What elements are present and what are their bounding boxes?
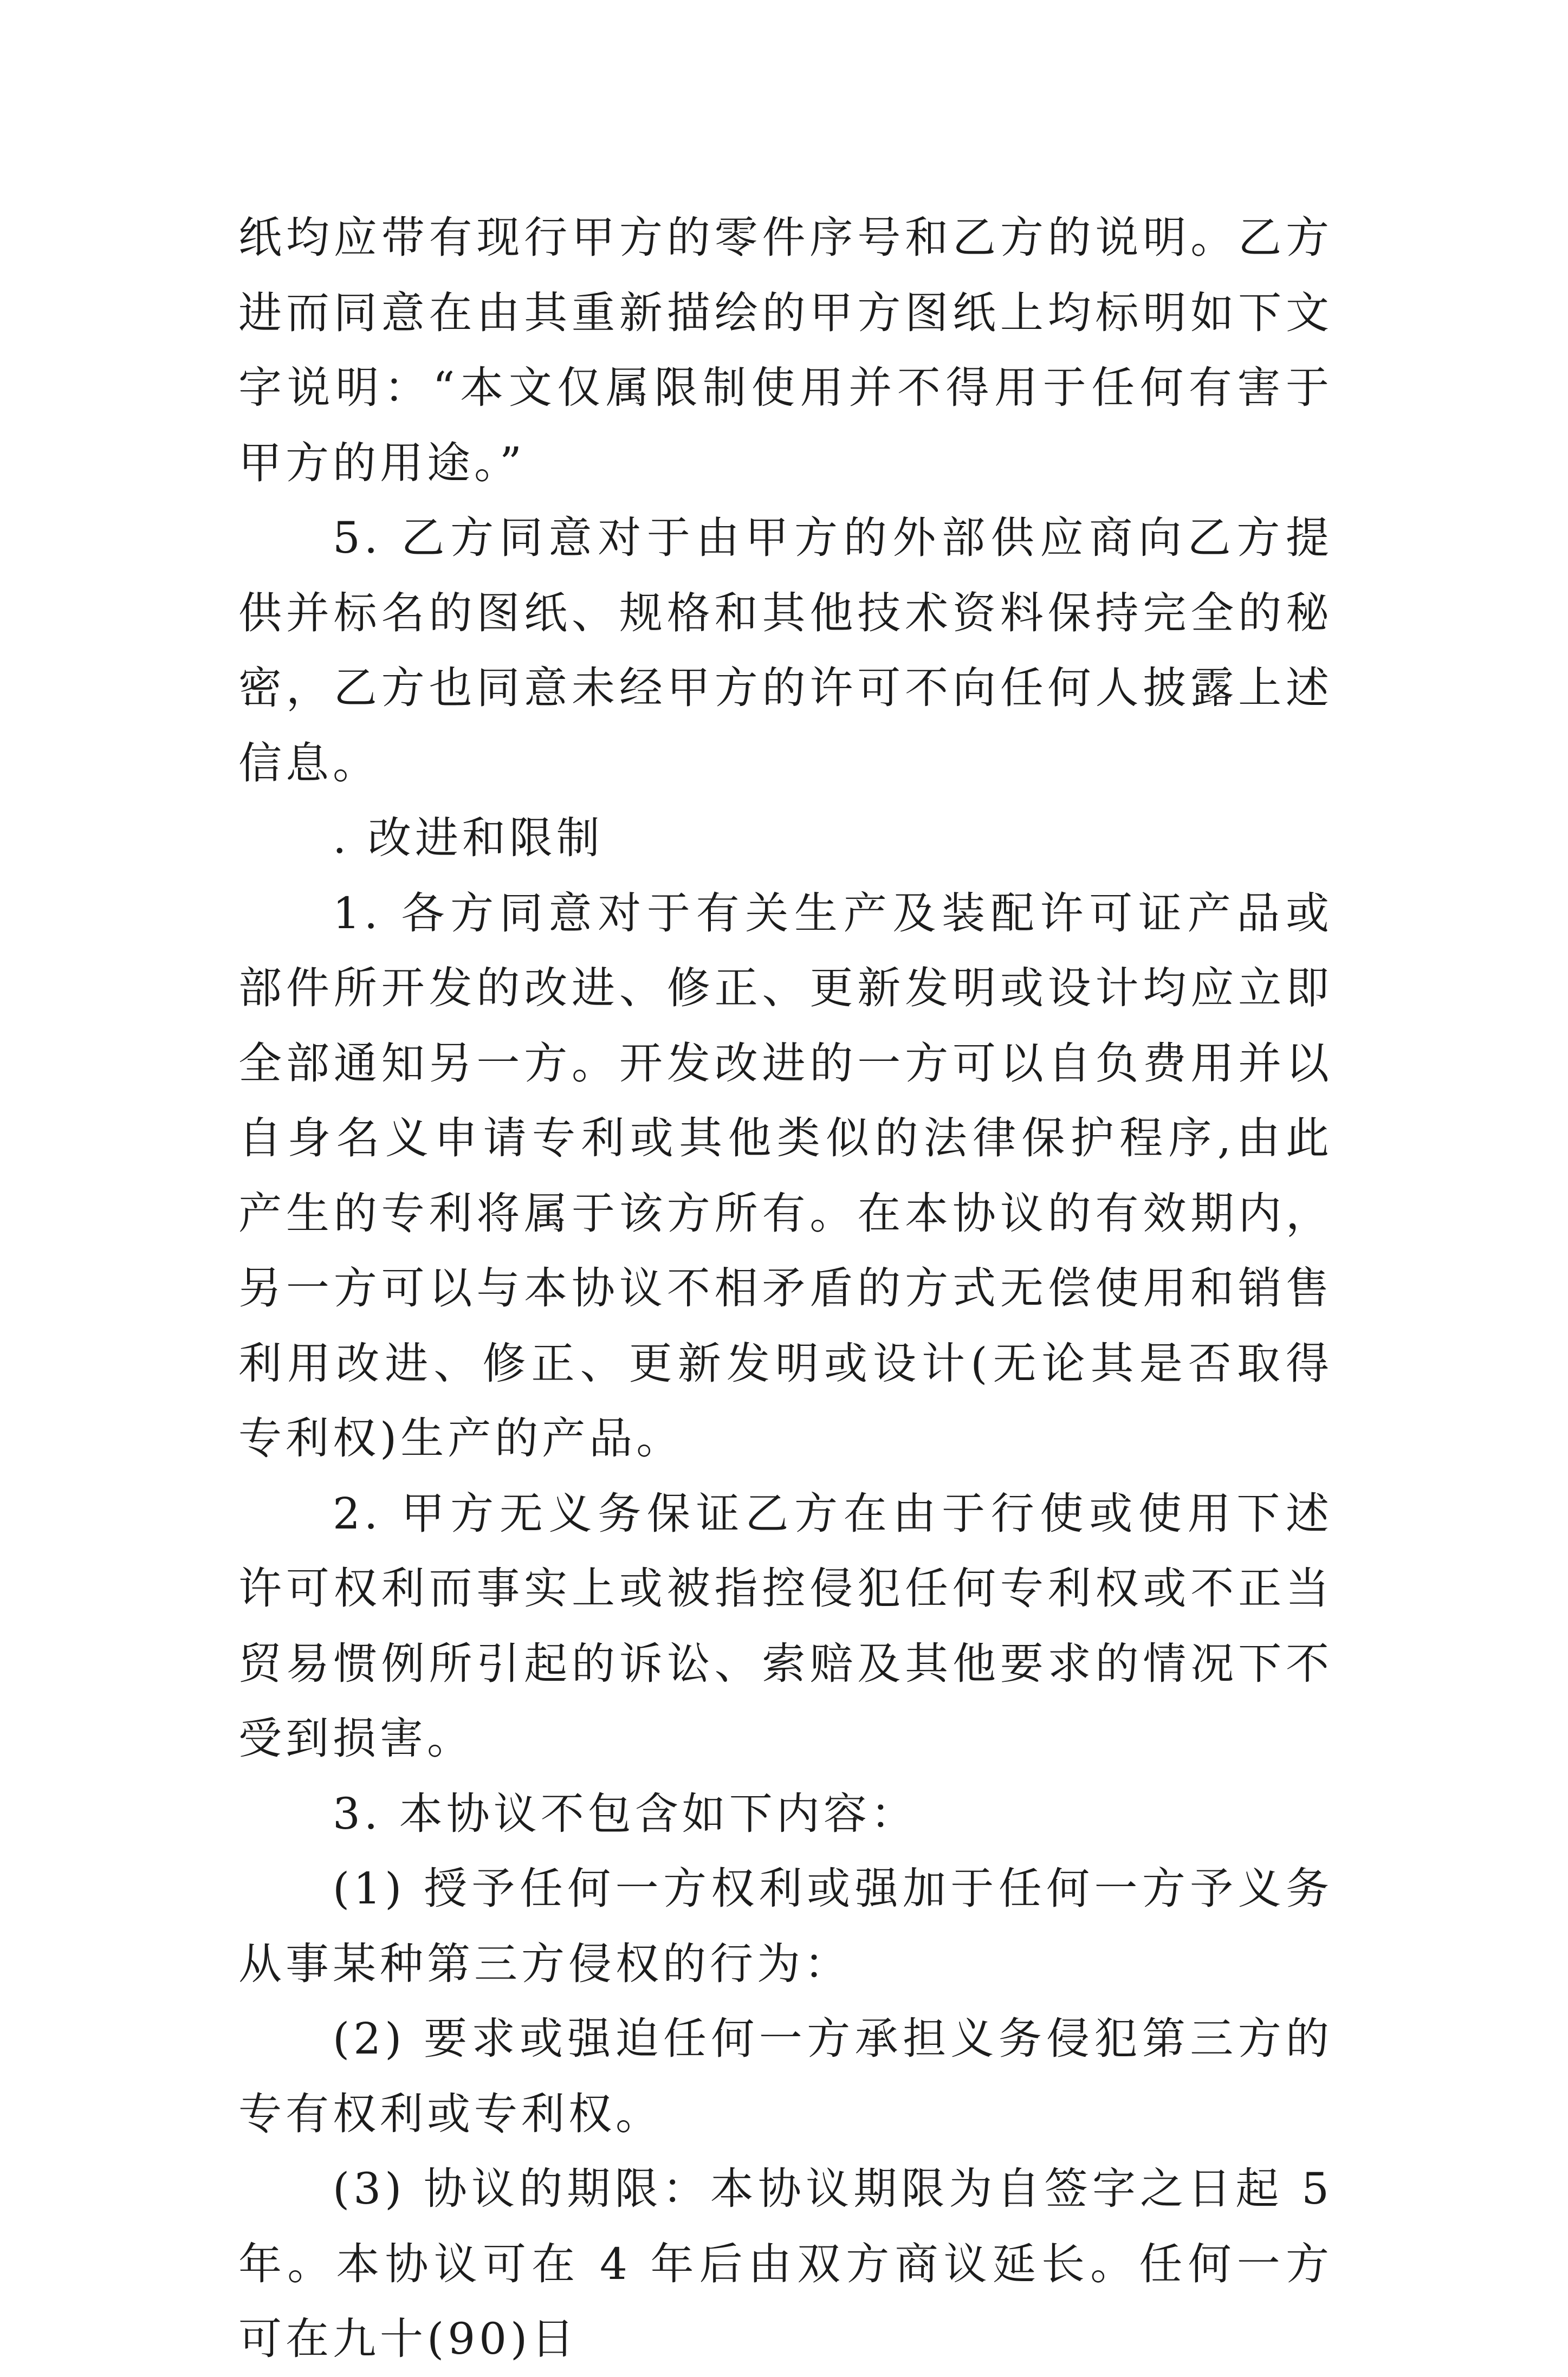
paragraph-continuation: 纸均应带有现行甲方的零件序号和乙方的说明。乙方进而同意在由其重新描绘的甲方图纸上均标明如下文字说明：“本文仅属限制使用并不得用于任何有害于甲方的用途。” — [238, 212, 1333, 488]
paragraph-clause-1: 1. 各方同意对于有关生产及装配许可证产品或部件所开发的改进、修正、更新发明或设计均应立即全部通知另一方。开发改进的一方可以自负费用并以自身名义申请专利或其他类似的法律保护程序,由此产生的专利将属于该方所有。在本协议的有效期内，另一方可以与本协议不相矛盾的方式无偿使用和销售利用改进、修正、更新发明或设计(无论其是否取得专利权)生产的产品。 — [238, 888, 1333, 1463]
paragraph-item-2: (2) 要求或强迫任何一方承担义务侵犯第三方的专有权利或专利权。 — [238, 2013, 1333, 2139]
paragraph-item-3-term: (3) 协议的期限：本协议期限为自签字之日起 5 年。本协议可在 4 年后由双方商议延长。任何一方可在九十(90)日 — [238, 2164, 1333, 2364]
paragraph-clause-3: 3. 本协议不包含如下内容： — [333, 1788, 918, 1839]
paragraph-clause-2: 2. 甲方无义务保证乙方在由于行使或使用下述许可权利而事实上或被指控侵犯任何专利权或不正当贸易惯例所引起的诉讼、索赔及其他要求的情况下不受到损害。 — [238, 1488, 1333, 1764]
section-heading-improvements: . 改进和限制 — [333, 813, 604, 863]
document-body — [238, 200, 1333, 2377]
paragraph-item-1: (1) 授予任何一方权利或强加于任何一方予义务从事某种第三方侵权的行为： — [238, 1863, 1333, 1989]
paragraph-clause-5: 5. 乙方同意对于由甲方的外部供应商向乙方提供并标名的图纸、规格和其他技术资料保持完全的秘密，乙方也同意未经甲方的许可不向任何人披露上述信息。 — [238, 513, 1333, 788]
